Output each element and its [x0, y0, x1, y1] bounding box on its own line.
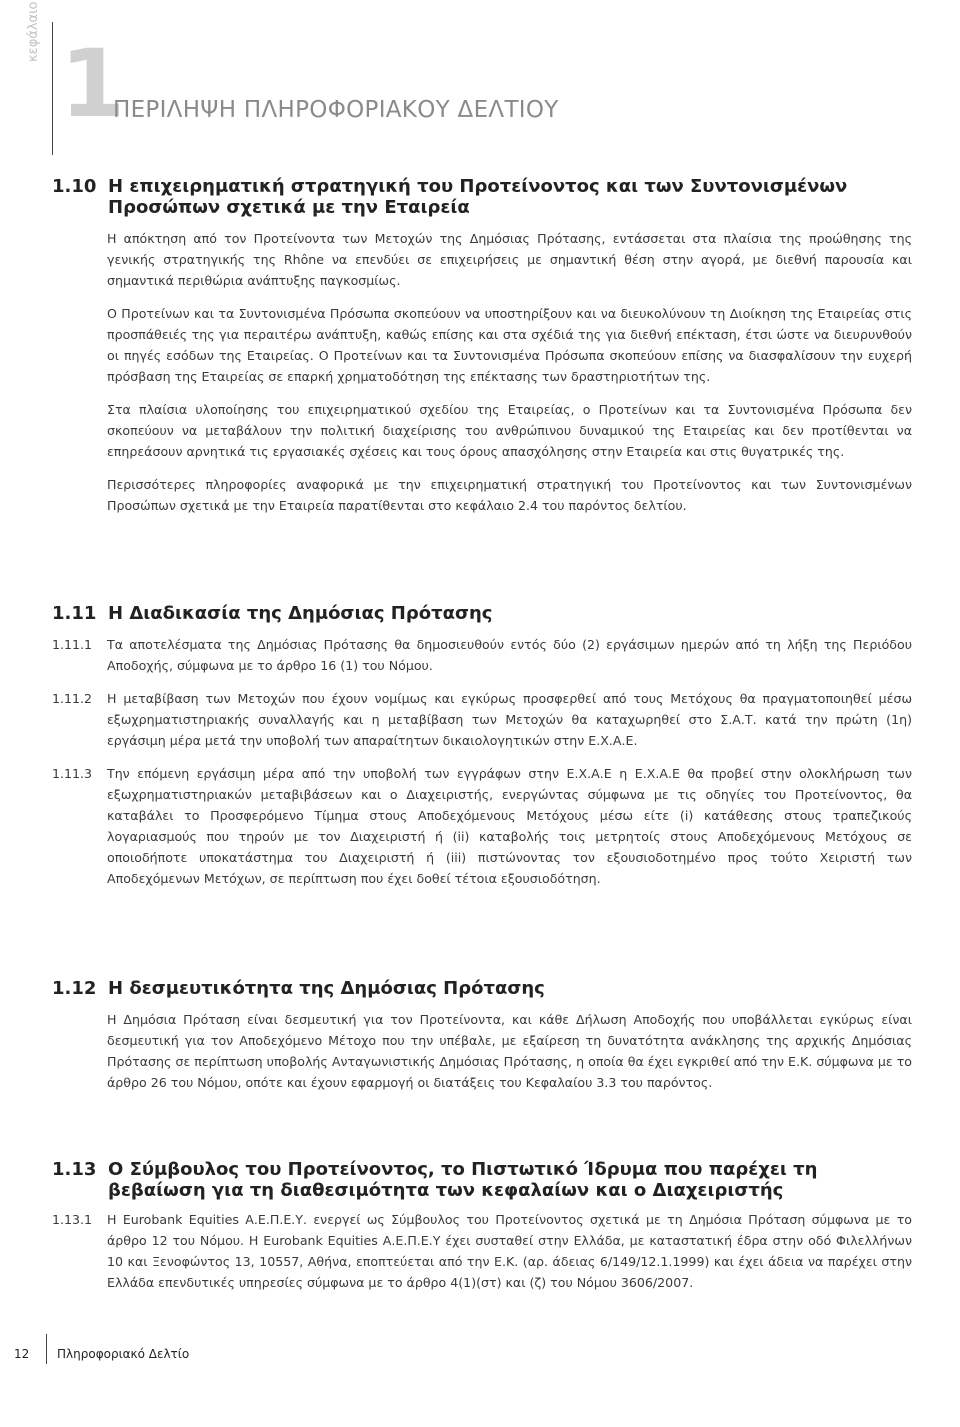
paragraph: Περισσότερες πληροφορίες αναφορικά με την επιχειρηματική στρατηγική του Προτείνοντος και των Συντονισμένων Προσώπων σχετικά με την Εταιρεία παρατίθενται στο κεφάλαιο 2.4 του παρόντος δελτίου. — [107, 477, 912, 513]
section-heading — [52, 1159, 912, 1201]
chapter-number: 1 — [60, 30, 126, 139]
section-body — [107, 228, 912, 516]
section-number: 1.11 — [52, 603, 97, 624]
subsection-number: 1.13.1 — [52, 1212, 93, 1227]
paragraph: Στα πλαίσια υλοποίησης του επιχειρηματικού σχεδίου της Εταιρείας, ο Προτείνων και τα Συντονισμένα Πρόσωπα δεν σκοπεύουν να μεταβάλουν την πολιτική διαχείρισης του ανθρώπινου δυναμικού της Εταιρείας και δεν προτίθενται να επηρεάσουν αρνητικά τις εργασιακές σχέσεις και τους όρους απασχόλησης στην Εταιρεία και στις θυγατρικές της. — [107, 402, 912, 459]
subsection-item — [52, 634, 912, 676]
section-title: Η Διαδικασία της Δημόσιας Πρότασης — [108, 603, 493, 624]
section-body — [107, 1009, 912, 1093]
paragraph: Ο Προτείνων και τα Συντονισμένα Πρόσωπα σκοπεύουν να υποστηρίξουν και να διευκολύνουν τη Διοίκηση της Εταιρείας στις προσπάθειές της για περαιτέρω ανάπτυξη, καθώς επίσης και στα σχέδιά της για διεθνή επέκταση, έτσι ώστε να διευρυνθούν οι πηγές εσόδων της Εταιρείας. Ο Προτείνων και τα Συντονισμένα Πρόσωπα σκοπεύουν επίσης να διασφαλίσουν την ευχερή πρόσβαση της Εταιρείας σε επαρκή χρηματοδότηση της επέκτασης των δραστηριοτήτων της. — [107, 306, 912, 384]
section-number: 1.13 — [52, 1159, 97, 1180]
section-1-12 — [52, 978, 912, 1105]
subsection-text: Την επόμενη εργάσιμη μέρα από την υποβολή των εγγράφων στην Ε.Χ.Α.Ε η Ε.Χ.Α.Ε θα προβεί στην ολοκλήρωση των εξωχρηματιστηριακών μεταβιβάσεων και ο Διαχειριστής, ενεργώντας σύμφωνα με τις οδηγίες του Προτείνοντος, θα καταβάλει το Προσφερόμενο Τίμημα στους Αποδεχόμενους Μετόχους μέσω είτε (i) κατάθεσης στους τραπεζικούς λογαριασμούς που τηρούν με τον Διαχειριστή ή (ii) καταβολής τοις μετρητοίς στους Αποδεχόμενους Μετόχους σε οποιοδήποτε υποκατάστημα του Διαχειριστή ή (iii) πιστώνοντας τον εξουσιοδοτημένο προς τούτο Χειριστή των Αποδεχόμενων Μετόχων, σε περίπτωση που έχει δοθεί τέτοια εξουσιοδότηση. — [107, 766, 912, 886]
section-title: Η επιχειρηματική στρατηγική του Προτείνοντος και των Συντονισμένων Προσώπων σχετικά με την Εταιρεία — [108, 176, 848, 218]
section-number: 1.10 — [52, 176, 97, 197]
subsection-item — [52, 763, 912, 889]
subsection-number: 1.11.3 — [52, 766, 93, 781]
section-heading — [52, 176, 912, 218]
paragraph: Η απόκτηση από τον Προτείνοντα των Μετοχών της Δημόσιας Πρότασης, εντάσσεται στα πλαίσια της προώθησης της γενικής στρατηγικής της Rhône να επενδύει σε επιχειρήσεις με σημαντική θέση στην αγορά, με διεθνή παρουσία και σημαντικά περιθώρια ανάπτυξης παγκοσμίως. — [107, 231, 912, 288]
footer-divider — [46, 1334, 47, 1364]
section-heading — [52, 978, 912, 999]
page-number: 12 — [14, 1347, 30, 1361]
header-divider — [52, 22, 53, 155]
section-heading — [52, 603, 912, 624]
subsection-text: Η Eurobank Equities Α.Ε.Π.Ε.Υ. ενεργεί ως Σύμβουλος του Προτείνοντος σχετικά με τη Δημόσια Πρόταση σύμφωνα με το άρθρο 12 του Νόμου. Η Eurobank Equities Α.Ε.Π.Ε.Υ έχει συσταθεί στην Ελλάδα, με καταστατική έδρα στην οδό Φιλελλήνων 10 και Ξενοφώντος 13, 10557, Αθήνα, εποπτεύεται από την Ε.Κ. (αρ. άδειας 6/149/12.1.1999) και έχει άδεια να παρέχει στην Ελλάδα επενδυτικές υπηρεσίες σύμφωνα με το άρθρο 4(1)(στ) και (ζ) του Νόμου 3606/2007. — [107, 1212, 912, 1290]
subsection-text: Η μεταβίβαση των Μετοχών που έχουν νομίμως και εγκύρως προσφερθεί από τους Μετόχους θα πραγματοποιηθεί μέσω εξωχρηματιστηριακής συναλλαγής και η μεταβίβαση των Μετοχών θα καταχωρηθεί στο Σ.Α.Τ. κατά την πρώτη (1η) εργάσιμη μέρα μετά την υποβολή των απαραίτητων δικαιολογητικών στην Ε.Χ.Α.Ε. — [107, 691, 912, 748]
subsection-number: 1.11.2 — [52, 691, 93, 706]
section-number: 1.12 — [52, 978, 97, 999]
section-title: Ο Σύμβουλος του Προτείνοντος, το Πιστωτικό Ίδρυμα που παρέχει τη βεβαίωση για τη διαθεσιμότητα των κεφαλαίων και ο Διαχειριστής — [108, 1159, 818, 1201]
subsection-text: Τα αποτελέσματα της Δημόσιας Πρότασης θα δημοσιευθούν εντός δύο (2) εργάσιμων ημερών από τη λήξη της Περιόδου Αποδοχής, σύμφωνα με το άρθρο 16 (1) του Νόμου. — [107, 637, 912, 673]
section-1-11 — [52, 603, 912, 901]
section-1-13 — [52, 1159, 912, 1305]
subsection-item — [52, 688, 912, 751]
subsection-number: 1.11.1 — [52, 637, 93, 652]
chapter-title: ΠΕΡΙΛΗΨΗ ΠΛΗΡΟΦΟΡΙΑΚΟΥ ΔΕΛΤΙΟΥ — [113, 97, 559, 123]
subsection-list — [52, 634, 912, 889]
chapter-side-label: κεφάλαιο — [26, 1, 41, 62]
section-title: Η δεσμευτικότητα της Δημόσιας Πρότασης — [108, 978, 545, 999]
footer-document-title: Πληροφοριακό Δελτίο — [57, 1347, 190, 1361]
paragraph: Η Δημόσια Πρόταση είναι δεσμευτική για τον Προτείνοντα, και κάθε Δήλωση Αποδοχής που υποβάλλεται εγκύρως είναι δεσμευτική για τον Αποδεχόμενο Μέτοχο που την υπέβαλε, με εξαίρεση τη δυνατότητα ανάκλησης της αρχικής Δημόσιας Πρότασης σε περίπτωση υποβολής Ανταγωνιστικής Δημόσιας Πρότασης, η οποία θα έχει εγκριθεί από την Ε.Κ. σύμφωνα με το άρθρο 26 του Νόμου, οπότε και έχουν εφαρμογή οι διατάξεις του Κεφαλαίου 3.3 του παρόντος. — [107, 1012, 912, 1090]
section-1-10 — [52, 176, 912, 528]
subsection-item — [52, 1209, 912, 1293]
subsection-list — [52, 1209, 912, 1293]
